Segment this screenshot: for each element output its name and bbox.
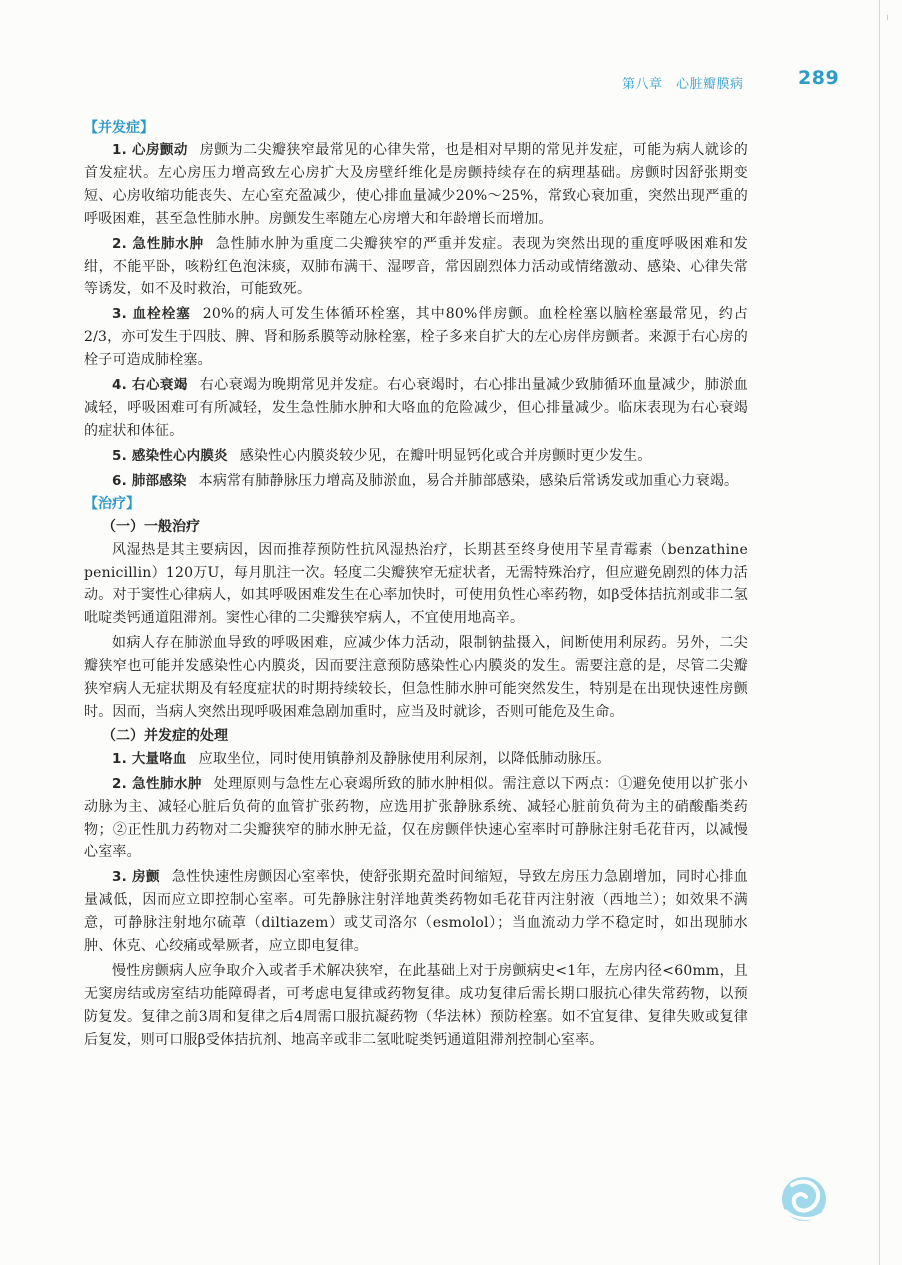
- management-term: 3. 房颤: [112, 869, 160, 886]
- complication-paragraph: [84, 445, 748, 468]
- page-number: 289: [798, 67, 840, 89]
- complication-text: 急性肺水肿为重度二尖瓣狭窄的严重并发症。表现为突然出现的重度呼吸困难和发绀，不能平卧，咳粉红色泡沫痰，双肺布满干、湿啰音，常因剧烈体力活动或情绪激动、感染、心律失常等诱发，如不及时救治，可能致死。: [84, 235, 748, 298]
- page-body: [84, 117, 748, 1052]
- chapter-title: 第八章 心脏瓣膜病: [622, 77, 744, 92]
- management-term: 2. 急性肺水肿: [112, 775, 202, 792]
- subsection-heading-general: （一）一般治疗: [102, 518, 200, 535]
- complication-term: 3. 血栓栓塞: [112, 306, 191, 323]
- complication-text: 房颤为二尖瓣狭窄最常见的心律失常，也是相对早期的常见并发症，可能为病人就诊的首发症状。左心房压力增高致左心房扩大及房壁纤维化是房颤持续存在的病理基础。房颤时因舒张期变短、心房收缩功能丧失、左心室充盈减少，使心排血量减少20%～25%，常致心衰加重，突然出现严重的呼吸困难，甚至急性肺水肿。房颤发生率随左心房增大和年龄增长而增加。: [84, 142, 748, 227]
- management-paragraph: [84, 773, 748, 865]
- running-head: [0, 67, 902, 92]
- management-paragraph: [84, 866, 748, 958]
- management-text: 急性快速性房颤因心室率快，使舒张期充盈时间缩短，导致左房压力急剧增加，同时心排血量减低，因而应立即控制心室率。可先静脉注射洋地黄类药物如毛花苷丙注射液（西地兰）；如效果不满意，可静脉注射地尔硫䓬（diltiazem）或艾司洛尔（esmolol）；当血流动力学不稳定时，如出现肺水肿、休克、心绞痛或晕厥者，应立即电复律。: [84, 869, 748, 955]
- page-edge-line: [879, 0, 880, 1265]
- management-closing-paragraph: 慢性房颤病人应争取介入或者手术解决狭窄，在此基础上对于房颤病史<1年，左房内径<60mm，且无窦房结或房室结功能障碍者，可考虑电复律或药物复律。成功复律后需长期口服抗心律失常药物，以预防复发。复律之前3周和复律之后4周需口服抗凝药物（华法林）预防栓塞。如不宜复律、复律失败或复律后复发，则可口服β受体拮抗剂、地高辛或非二氢吡啶类钙通道阻滞剂控制心室率。: [84, 963, 748, 1048]
- complication-term: 2. 急性肺水肿: [112, 235, 204, 252]
- complication-paragraph: [84, 139, 748, 231]
- complication-paragraph: [84, 470, 748, 493]
- treatment-paragraph: 风湿热是其主要病因，因而推荐预防性抗风湿热治疗，长期甚至终身使用苄星青霉素（benzathine penicillin）120万U，每月肌注一次。轻度二尖瓣狭窄无症状者，无需特殊治疗，但应避免剧烈的体力活动。对于窦性心律病人，如其呼吸困难发生在心率加快时，可使用负性心率药物，如β受体拮抗剂或非二氢吡啶类钙通道阻滞剂。窦性心律的二尖瓣狭窄病人，不宜使用地高辛。: [84, 541, 748, 627]
- complication-text: 感染性心内膜炎较少见，在瓣叶明显钙化或合并房颤时更少发生。: [239, 447, 652, 464]
- subsection-heading-complication-management: （二）并发症的处理: [102, 727, 228, 744]
- complication-paragraph: [84, 374, 748, 443]
- complication-term: 5. 感染性心内膜炎: [112, 447, 228, 464]
- complication-text: 本病常有肺静脉压力增高及肺淤血，易合并肺部感染，感染后常诱发或加重心力衰竭。: [198, 472, 739, 489]
- section-heading-complications: 【并发症】: [84, 120, 154, 136]
- decorative-swirl-icon: [770, 1171, 830, 1227]
- treatment-paragraph: 如病人存在肺淤血导致的呼吸困难，应减少体力活动，限制钠盐摄入，间断使用利尿药。另外，二尖瓣狭窄也可能并发感染性心内膜炎，因而要注意预防感染性心内膜炎的发生。需要注意的是，尽管二尖瓣狭窄病人无症状期及有轻度症状的时期持续较长，但急性肺水肿可能突然发生，特别是在出现快速性房颤时。因而，当病人突然出现呼吸困难急剧加重时，应当及时就诊，否则可能危及生命。: [84, 635, 748, 720]
- complication-term: 6. 肺部感染: [112, 472, 187, 489]
- complication-term: 1. 心房颤动: [112, 142, 188, 158]
- management-text: 处理原则与急性左心衰竭所致的肺水肿相似。需注意以下两点：①避免使用以扩张小动脉为主、减轻心脏后负荷的血管扩张药物，应选用扩张静脉系统、减轻心脏前负荷为主的硝酸酯类药物；②正性肌力药物对二尖瓣狭窄的肺水肿无益，仅在房颤伴快速心室率时可静脉注射毛花苷丙，以减慢心室率。: [84, 775, 748, 861]
- management-paragraph: [84, 748, 748, 771]
- complication-term: 4. 右心衰竭: [112, 377, 188, 394]
- management-term: 1. 大量咯血: [112, 750, 187, 767]
- complication-text: 20%的病人可发生体循环栓塞，其中80%伴房颤。血栓栓塞以脑栓塞最常见，约占2/3，亦可发生于四肢、脾、肾和肠系膜等动脉栓塞，栓子多来自扩大的左心房伴房颤者。来源于右心房的栓子可造成肺栓塞。: [84, 306, 748, 369]
- corner-crop-mark: ╷: [884, 11, 890, 21]
- complication-text: 右心衰竭为晚期常见并发症。右心衰竭时，右心排出量减少致肺循环血量减少，肺淤血减轻，呼吸困难可有所减轻，发生急性肺水肿和大咯血的危险减少，但心排量减少。临床表现为右心衰竭的症状和体征。: [84, 377, 748, 439]
- management-text: 应取坐位，同时使用镇静剂及静脉使用利尿剂，以降低肺动脉压。: [198, 750, 611, 767]
- section-heading-treatment: 【治疗】: [84, 495, 140, 512]
- complication-paragraph: [84, 233, 748, 302]
- complication-paragraph: [84, 303, 748, 372]
